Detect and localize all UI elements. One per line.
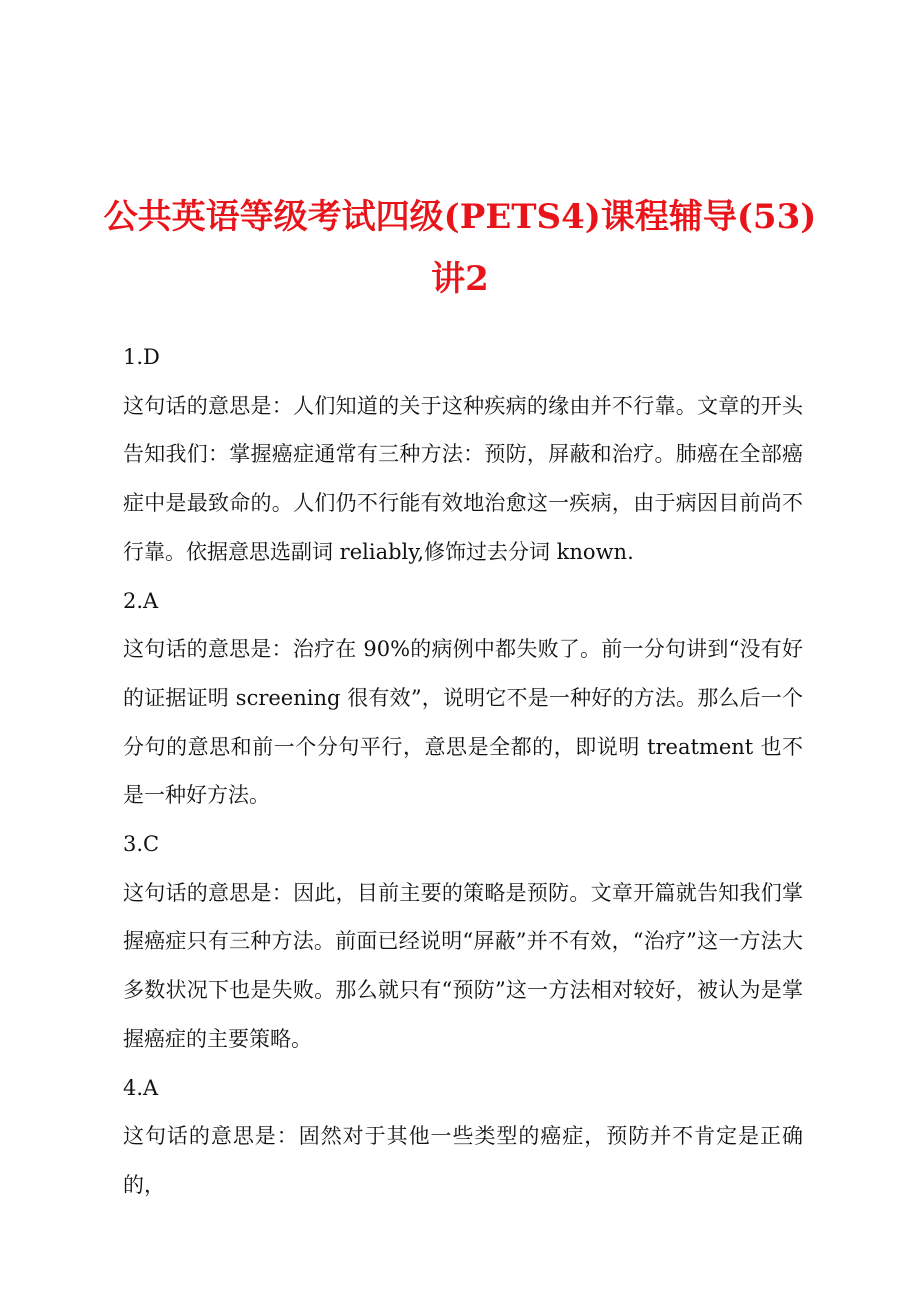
document-title: 公共英语等级考试四级(PETS4)课程辅导(53) bbox=[103, 197, 817, 237]
document-body bbox=[123, 333, 803, 1210]
document-title-continuation: 讲2 bbox=[431, 259, 489, 299]
answer-explanation-3: 这句话的意思是：因此，目前主要的策略是预防。文章开篇就告知我们掌握癌症只有三种方法。前面已经说明“屏蔽”并不有效，“治疗”这一方法大多数状况下也是失败。那么就只有“预防”这一方法相对较好，被认为是掌握癌症的主要策略。 bbox=[123, 880, 803, 1051]
answer-label-4: 4.A bbox=[123, 1075, 159, 1100]
answer-label-1: 1.D bbox=[123, 345, 160, 369]
answer-explanation-1: 这句话的意思是：人们知道的关于这种疾病的缘由并不行靠。文章的开头告知我们：掌握癌症通常有三种方法：预防，屏蔽和治疗。肺癌在全部癌症中是最致命的。人们仍不行能有效地治愈这一疾病，由于病因目前尚不行靠。依据意思选副词 reliably,修饰过去分词 known. bbox=[123, 393, 803, 564]
answer-explanation-2: 这句话的意思是：治疗在 90%的病例中都失败了。前一分句讲到“没有好的证据证明 screening 很有效”，说明它不是一种好的方法。那么后一个分句的意思和前一个分句平行，意思是全都的，即说明 treatment 也不是一种好方法。 bbox=[123, 637, 803, 808]
answer-explanation-4: 这句话的意思是：固然对于其他一些类型的癌症，预防并不肯定是正确的， bbox=[123, 1124, 803, 1197]
answer-label-3: 3.C bbox=[123, 832, 160, 857]
answer-label-2: 2.A bbox=[123, 588, 159, 613]
